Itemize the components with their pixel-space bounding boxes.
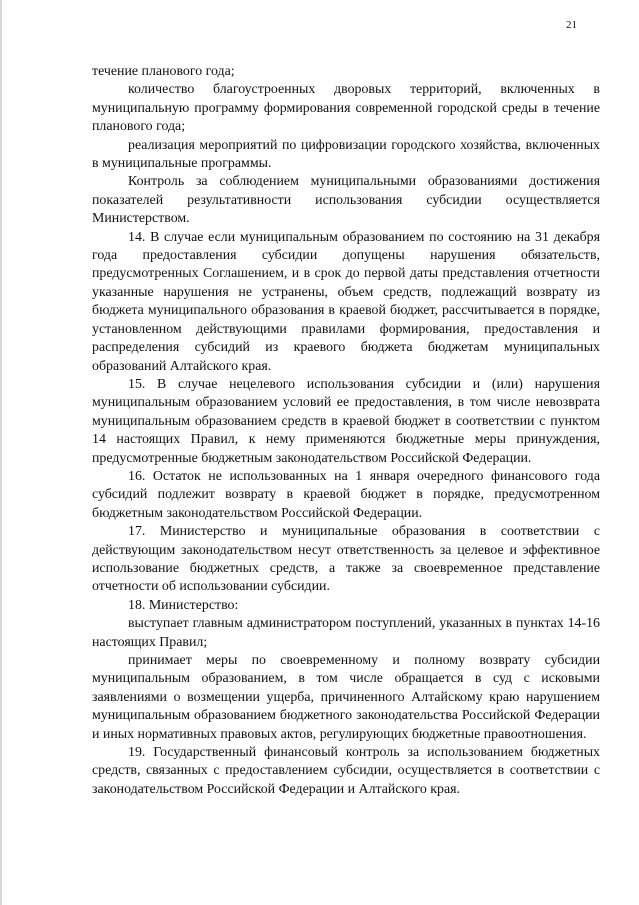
paragraph: течение планового года; <box>92 64 235 79</box>
document-body <box>92 63 600 799</box>
page-number: 21 <box>566 19 577 31</box>
paragraph: 16. Остаток не использованных на 1 января очередного финансового года субсидий подлежит возврату в краевой бюджет в порядке, предусмотренном бюджетным законодательством Российской Федерации. <box>92 468 600 521</box>
paragraph: 15. В случае нецелевого использования субсидии и (или) нарушения муниципальным образованием условий ее предоставления, в том числе невозврата муниципальным образованием средств в краевой бюджет в соответствии с пунктом 14 настоящих Правил, к нему применяются бюджетные меры принуждения, предусмотренные бюджетным законодательством Российской Федерации. <box>92 376 600 466</box>
paragraph: принимает меры по своевременному и полному возврату субсидии муниципальным образованием, в том числе обращается в суд с исковыми заявлениями о возмещении ущерба, причиненного Алтайскому краю нарушением муниципальным образованием бюджетного законодательства Российской Федерации и иных нормативных правовых актов, регулирующих бюджетные правоотношения. <box>92 653 600 742</box>
paragraph: 14. В случае если муниципальным образованием по состоянию на 31 декабря года предоставления субсидии допущены нарушения обязательств, предусмотренных Соглашением, и в срок до первой даты представления отчетности указанные нарушения не устранены, объем средств, подлежащий возврату из бюджета муниципального образования в краевой бюджет, рассчитывается в порядке, установленном действующими правилами формирования, предоставления и распределения субсидий из краевого бюджета бюджетам муниципальных образований Алтайского края. <box>92 229 600 374</box>
paragraph: 19. Государственный финансовый контроль за использованием бюджетных средств, связанных с предоставлением субсидии, осуществляется в соответствии с законодательством Российской Федерации и Алтайского края. <box>92 745 600 797</box>
paragraph: Контроль за соблюдением муниципальными образованиями достижения показателей результативности использования субсидии осуществляется Министерством. <box>92 174 600 227</box>
paragraph: 18. Министерство: <box>128 597 239 613</box>
paragraph: реализация мероприятий по цифровизации городского хозяйства, включенных в муниципальные программы. <box>92 137 600 172</box>
paragraph: выступает главным администратором поступлений, указанных в пунктах 14-16 настоящих Правил; <box>92 616 600 650</box>
paragraph: количество благоустроенных дворовых территорий, включенных в муниципальную программу формирования современной городской среды в течение планового года; <box>92 82 600 135</box>
paragraph: 17. Министерство и муниципальные образования в соответствии с действующим законодательством несут ответственность за целевое и эффективное использование бюджетных средств, а также за своевременное представление отчетности об использовании субсидии. <box>92 524 600 595</box>
page-edge <box>0 0 2 905</box>
